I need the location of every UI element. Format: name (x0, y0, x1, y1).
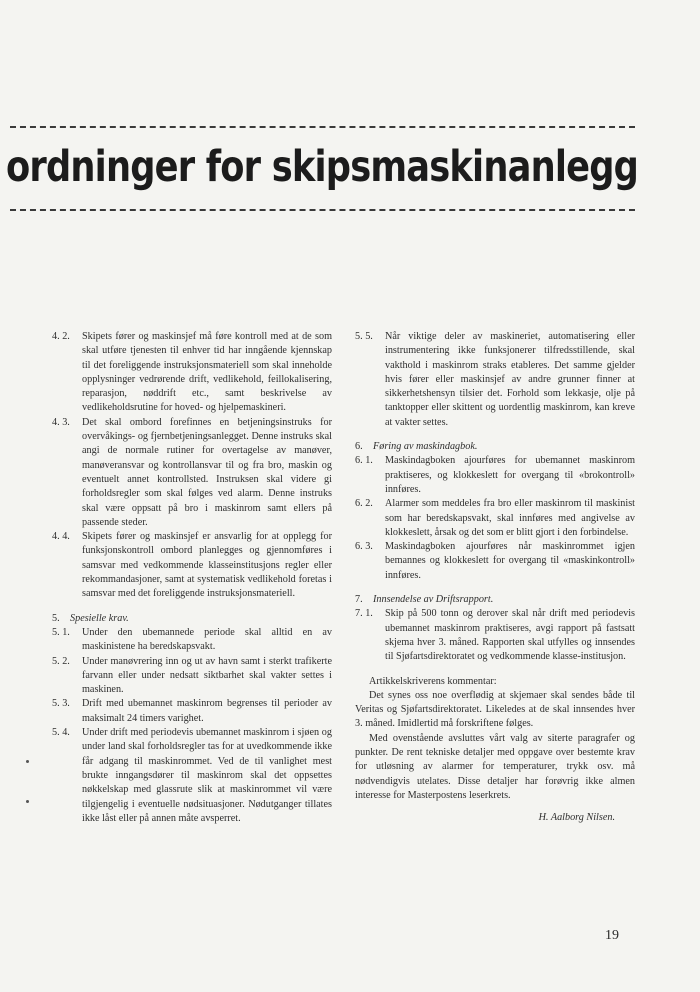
paragraph-text: Skipets fører og maskinsjef er ansvarlig for at opplegg for funksjonskontroll ombord planlegges og gjennomføres i samsvar med vedkommende klasseinstitusjons regler eller rekommandasjoner, samt at systematisk vedlikehold foretas i samsvar med det foreliggende instruksjonsmateriell. (82, 531, 332, 600)
section-heading (52, 612, 332, 626)
right-column (355, 330, 635, 826)
numbered-paragraph (52, 330, 332, 416)
paragraph-text: Under den ubemannede periode skal alltid en av maskinistene ha beredskapsvakt. (82, 626, 332, 653)
paragraph-text: Under manøvrering inn og ut av havn samt i sterkt trafikerte farvann eller under nedsatt siktbarhet skal vakter settes i maskinen. (82, 655, 332, 696)
section-title: Innsendelse av Driftsrapport. (373, 594, 494, 606)
paragraph-number: 5. 5. (355, 331, 373, 342)
paragraph-text: Maskindagboken ajourføres for ubemannet maskinrom praktiseres, og klokkeslett for overgang til «brokontroll» innføres. (385, 455, 635, 495)
paragraph-text: Skipets fører og maskinsjef må føre kontroll med at de som skal utføre tjenesten til enhver tid har inngående kjennskap til det foreliggende instruksjonsmateriell som skal inneholde opplysninger vedrørende drift, vedlikehold, feillokalisering, reparasjon, nøddrift etc., samt beskrivelse av vedlikeholdsrutine for hoved- og hjelpemaskineri. (82, 331, 332, 414)
paragraph-text: Drift med ubemannet maskinrom begrenses til perioder av maksimalt 24 timers varighet. (82, 698, 332, 724)
paragraph-number: 5. 2. (52, 655, 70, 667)
paragraph-number: 5. 1. (52, 626, 70, 638)
numbered-paragraph (355, 330, 635, 430)
paragraph-number: 6. 2. (355, 498, 373, 510)
paragraph-number: 5. 3. (52, 698, 70, 710)
numbered-paragraph (355, 540, 635, 583)
numbered-paragraph (52, 697, 332, 726)
paragraph-number: 6. (355, 441, 363, 453)
paragraph-number: 7. 1. (355, 608, 373, 620)
commentary-paragraph: Det synes oss noe overflødig at skjemaer skal sendes både til Veritas og Sjøfartsdirektoratet. Likeledes at de skal innsendes hver 3. måned. Imidlertid må forskriftene følges. (355, 689, 635, 730)
paragraph-number: 5. 4. (52, 727, 70, 739)
paragraph-text: Alarmer som meddeles fra bro eller maskinrom til maskinist som har beredskapsvakt, skal innføres med angivelse av klokkeslett, årsak og det som er blitt gjort i den forbindelse. (385, 498, 635, 538)
paragraph-number: 5. (52, 612, 60, 624)
page-number: 19 (605, 928, 619, 943)
paragraph-text: Maskindagboken ajourføres når maskinrommet igjen bemannes og klokkeslett for overgang til «maskinkontroll» innføres. (385, 541, 635, 581)
commentary-paragraph: Med ovenstående avsluttes vårt valg av siterte paragrafer og punkter. De rent tekniske detaljer med oppgave over bestemte krav for utløsning av alarmer for temperaturer, trykk osv. må nødvendigvis utelates. Disse detaljer har forøvrig ikke almen interesse for Masterpostens leserkrets. (355, 732, 635, 801)
numbered-paragraph (52, 655, 332, 698)
paragraph-text: Det skal ombord forefinnes en betjeningsinstruks for overvåkings- og fjernbetjeningsanlegget. Denne instruks skal angi de normale rutiner for overtagelse av manøver, manøveransvar og kontrollansvar til og fra bro, maskin og eventuelt annet kontrollsted. Instruksen skal videre gi forholdsregler som skal følges ved alarm. Denne instruks skal være oppsatt på bro i maskinrom samt ellers på passende steder. (82, 416, 332, 528)
left-column (52, 330, 332, 826)
section-heading (355, 440, 635, 454)
paragraph-number: 4. 2. (52, 331, 70, 342)
bottom-dashed-rule (10, 209, 635, 211)
numbered-paragraph (52, 530, 332, 601)
margin-mark (26, 800, 29, 803)
paragraph-number: 4. 3. (52, 416, 70, 428)
paragraph-text: Under drift med periodevis ubemannet maskinrom i sjøen og under land skal forholdsregler tas for at uvedkommende ikke får adgang til maskinrommet. Ved de til vanlighet mest brukte inngangsdører til maskinrom skal det oppsettes nøkkelskap med glassrute slik at maskinrommet vil være tilgjengelig i eventuelle nødsituasjoner. Nødutganger tillates ikke låst eller på annen måte avsperret. (82, 727, 332, 824)
numbered-paragraph (52, 416, 332, 530)
numbered-paragraph (52, 626, 332, 655)
section-title: Føring av maskindagbok. (373, 441, 478, 453)
paragraph-number: 4. 4. (52, 531, 70, 543)
margin-mark (26, 760, 29, 763)
paragraph-text: Skip på 500 tonn og derover skal når drift med periodevis ubemannet maskinrom praktiseres, avgi rapport på fastsatt skjema hver 3. måned. Rapporten skal utfylles og innsendes til Sjøfartsdirektoratet og vedkommende klasse-institusjon. (385, 608, 635, 663)
numbered-paragraph (355, 454, 635, 497)
numbered-paragraph (355, 607, 635, 664)
section-title: Spesielle krav. (70, 612, 129, 624)
signature: H. Aalborg Nilsen. (538, 812, 615, 824)
numbered-paragraph (355, 497, 635, 540)
numbered-paragraph (52, 726, 332, 826)
article-heading: ordninger for skipsmaskinanlegg (6, 142, 639, 192)
paragraph-number: 7. (355, 594, 363, 606)
paragraph-number: 6. 1. (355, 455, 373, 467)
section-heading (355, 593, 635, 607)
paragraph-text: Når viktige deler av maskineriet, automatisering eller instrumentering ikke funksjonerer tilfredsstillende, skal vakthold i maskinrom straks etableres. Det samme gjelder hvis fører eller maskinsjef av andre grunner finner at sikkerhetshensyn tilsier det. Forhold som lekkasje, olje på tanktopper eller skittent og uordentlig maskinrom, kan kreve at vakter settes. (385, 331, 635, 428)
paragraph-number: 6. 3. (355, 541, 373, 553)
commentary-heading: Artikkelskriverens kommentar: (369, 675, 497, 687)
top-dashed-rule (10, 126, 635, 128)
